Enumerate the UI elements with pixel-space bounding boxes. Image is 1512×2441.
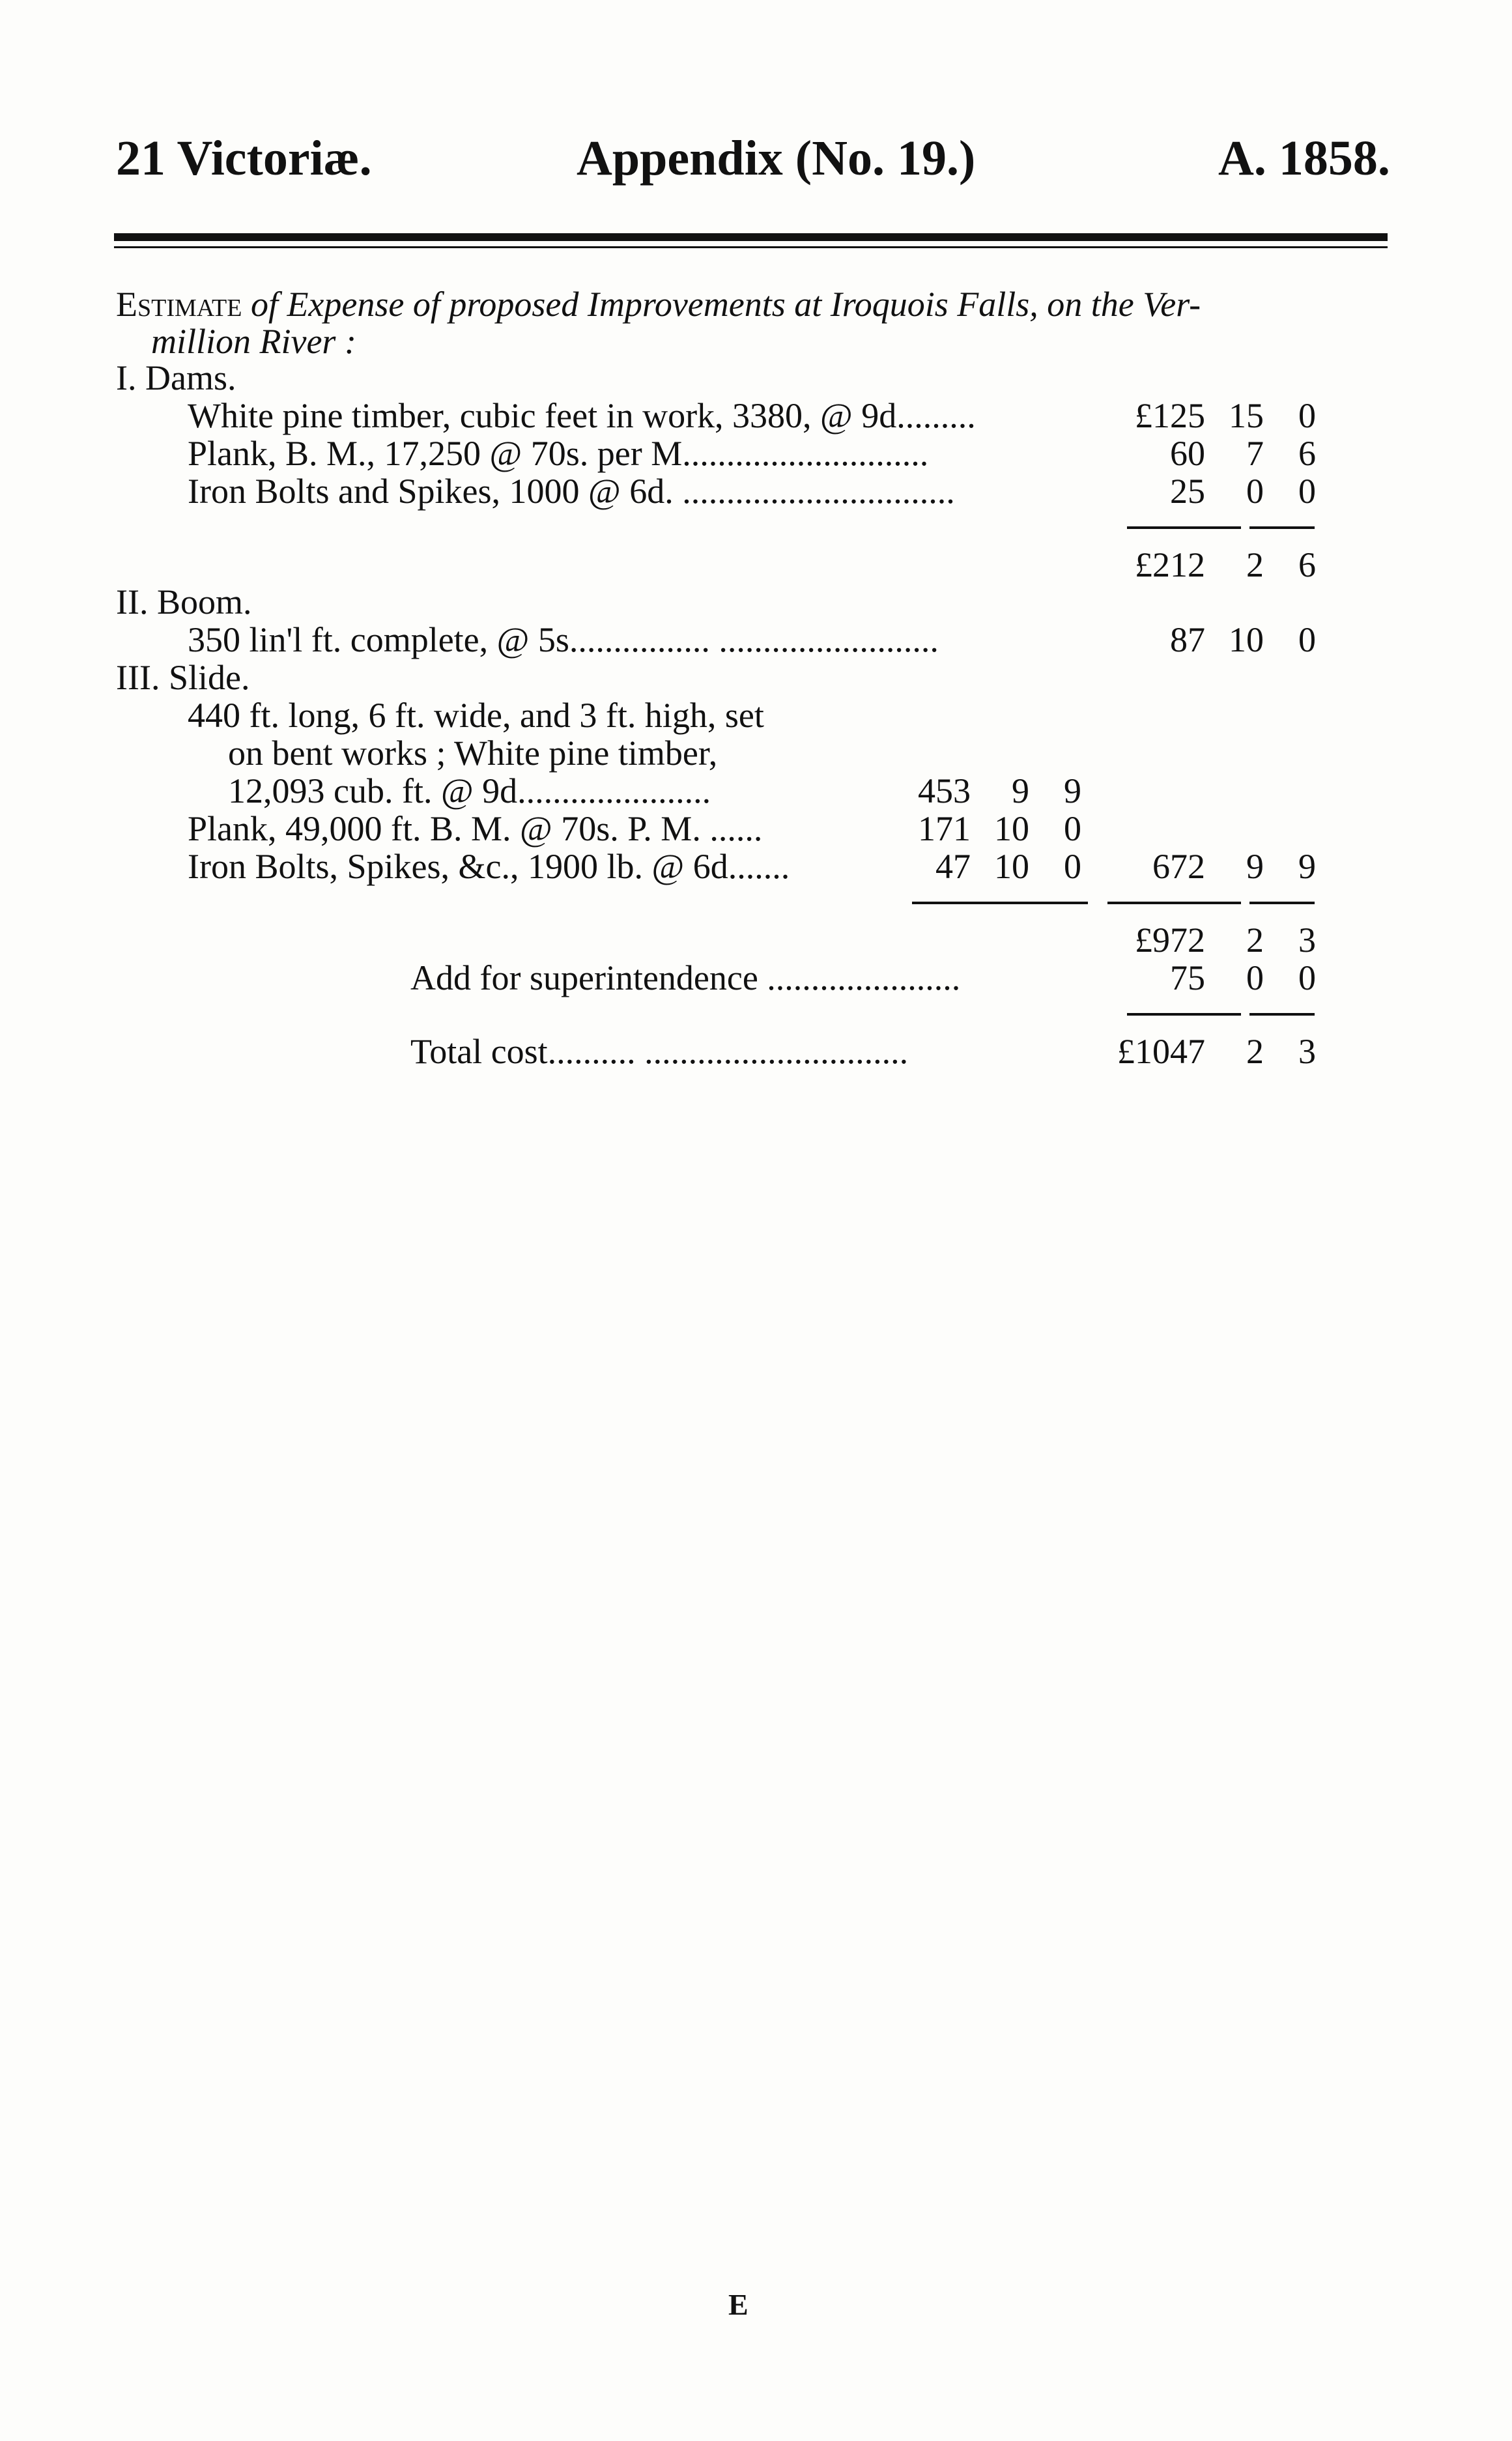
- slide-total-shillings: 9: [1246, 847, 1264, 886]
- dams-item-pounds: £125: [1135, 396, 1205, 435]
- slide-item-pence: 0: [1064, 847, 1081, 886]
- superintendence-pence: 0: [1298, 958, 1316, 997]
- section-heading-dams: I. Dams.: [116, 358, 236, 397]
- slide-total-pence: 9: [1298, 847, 1316, 886]
- slide-item-pence: 9: [1064, 771, 1081, 810]
- boom-item-pounds: 87: [1170, 620, 1205, 659]
- dams-item-label: White pine timber, cubic feet in work, 3380, @ 9d.........: [188, 396, 976, 435]
- dams-item-pence: 6: [1298, 434, 1316, 473]
- signature-mark: E: [728, 2288, 749, 2321]
- estimate-title-line2: million River :: [151, 322, 356, 361]
- slide-item-pounds: 171: [918, 809, 971, 848]
- total-sum-rule: [1127, 1013, 1241, 1016]
- dams-subtotal-pounds: £212: [1135, 545, 1205, 584]
- summary-subtotal-shillings: 2: [1246, 921, 1264, 960]
- slide-item-shillings: 9: [1012, 771, 1029, 810]
- superintendence-pounds: 75: [1170, 958, 1205, 997]
- summary-subtotal-pence: 3: [1298, 921, 1316, 960]
- dams-item-pounds: 25: [1170, 472, 1205, 511]
- dams-item-shillings: 15: [1229, 396, 1264, 435]
- slide-item-label: 12,093 cub. ft. @ 9d......................: [228, 771, 711, 810]
- boom-item-shillings: 10: [1229, 620, 1264, 659]
- dams-item-pence: 0: [1298, 472, 1316, 511]
- dams-item-label: Plank, B. M., 17,250 @ 70s. per M............................: [188, 434, 929, 473]
- slide-description-line1: 440 ft. long, 6 ft. wide, and 3 ft. high, set: [188, 696, 764, 735]
- dams-item-pounds: 60: [1170, 434, 1205, 473]
- summary-sum-rule: [912, 902, 1088, 904]
- dams-subtotal-pence: 6: [1298, 545, 1316, 584]
- dams-item-shillings: 0: [1246, 472, 1264, 511]
- total-cost-pence: 3: [1298, 1032, 1316, 1071]
- slide-item-label: Iron Bolts, Spikes, &c., 1900 lb. @ 6d.......: [188, 847, 790, 886]
- slide-description-line2: on bent works ; White pine timber,: [228, 734, 718, 773]
- slide-item-pounds: 453: [918, 771, 971, 810]
- header-session: 21 Victoriæ.: [116, 131, 372, 186]
- total-cost-shillings: 2: [1246, 1032, 1264, 1071]
- boom-item-pence: 0: [1298, 620, 1316, 659]
- summary-subtotal-pounds: £972: [1135, 921, 1205, 960]
- boom-item-label: 350 lin'l ft. complete, @ 5s................ .........................: [188, 620, 939, 659]
- slide-item-shillings: 10: [994, 809, 1029, 848]
- section-heading-slide: III. Slide.: [116, 658, 250, 697]
- header-appendix: Appendix (No. 19.): [577, 131, 976, 186]
- slide-total-pounds: 672: [1152, 847, 1205, 886]
- dams-subtotal-shillings: 2: [1246, 545, 1264, 584]
- dams-item-label: Iron Bolts and Spikes, 1000 @ 6d. ...............................: [188, 472, 955, 511]
- slide-item-shillings: 10: [994, 847, 1029, 886]
- dams-sum-rule: [1249, 526, 1315, 529]
- section-heading-boom: II. Boom.: [116, 582, 252, 621]
- summary-sum-rule: [1249, 902, 1315, 904]
- header-rule-thin: [114, 246, 1388, 248]
- superintendence-label: Add for superintendence ......................: [410, 958, 961, 997]
- slide-item-pence: 0: [1064, 809, 1081, 848]
- estimate-title-lead: Estimate: [116, 285, 242, 324]
- slide-item-pounds: 47: [935, 847, 971, 886]
- dams-item-shillings: 7: [1246, 434, 1264, 473]
- total-cost-label: Total cost.......... ..............................: [410, 1032, 909, 1071]
- summary-sum-rule: [1107, 902, 1241, 904]
- estimate-title-line1: [116, 287, 1201, 322]
- header-year: A. 1858.: [1218, 131, 1390, 186]
- slide-item-label: Plank, 49,000 ft. B. M. @ 70s. P. M. ......: [188, 809, 763, 848]
- header-rule-thick: [114, 233, 1388, 241]
- total-cost-pounds: £1047: [1117, 1032, 1205, 1071]
- estimate-title-rest: of Expense of proposed Improvements at Iroquois Falls, on the Ver-: [242, 285, 1201, 324]
- superintendence-shillings: 0: [1246, 958, 1264, 997]
- total-sum-rule: [1249, 1013, 1315, 1016]
- dams-item-pence: 0: [1298, 396, 1316, 435]
- dams-sum-rule: [1127, 526, 1241, 529]
